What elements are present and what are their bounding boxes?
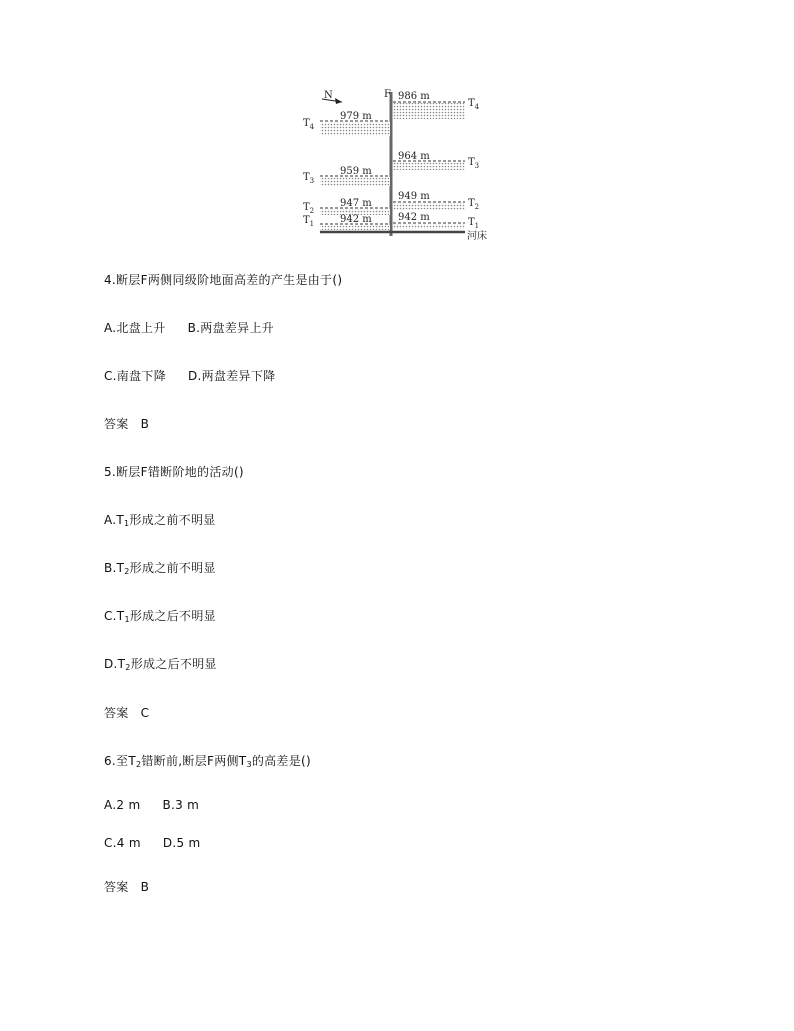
q5-stem: 5.断层F错断阶地的活动() [104, 465, 244, 479]
right-t4-elevation: 986 m [398, 91, 430, 102]
left-t4-label: $T_4$ [303, 118, 315, 131]
q4-option-b: B.两盘差异上升 [187, 321, 275, 335]
q5-option-c: $C.T_1$形成之后不明显 [104, 609, 216, 624]
left-terrace-t2 [303, 198, 390, 215]
q4-options-row1 [104, 320, 274, 336]
riverbed-label: 河床 [467, 231, 487, 242]
left-terrace-t4 [303, 111, 390, 136]
right-t3-label: $T_3$ [468, 157, 480, 170]
right-t2-elevation: 949 m [398, 191, 430, 202]
fault-label: F [384, 89, 391, 100]
q6-option-a: A.2 m [104, 798, 141, 812]
right-terrace-t4 [393, 91, 480, 119]
right-t2-label: $T_2$ [468, 198, 480, 211]
right-terrace-t2 [393, 191, 479, 211]
right-t1-label: $T_1$ [468, 217, 480, 230]
q4-stem: 4.断层F两侧同级阶地面高差的产生是由于() [104, 273, 343, 287]
q4-option-c: C.南盘下降 [104, 369, 166, 383]
right-terrace-t3 [393, 151, 479, 170]
q4-option-a: A.北盘上升 [104, 321, 166, 335]
q5-answer-label: 答案 [104, 706, 129, 720]
q4-option-d: D.两盘差异下降 [188, 369, 276, 383]
q6-options-row2 [104, 835, 201, 851]
q6-answer-label: 答案 [104, 880, 129, 894]
q4-answer [104, 416, 149, 432]
q4-options-row2 [104, 368, 275, 384]
q5-answer [104, 705, 149, 721]
left-t3-elevation: 959 m [340, 166, 372, 177]
left-terrace-t3 [303, 166, 390, 186]
q6-option-c: C.4 m [104, 836, 141, 850]
right-t4-label: $T_4$ [468, 98, 480, 111]
q4-answer-value: B [140, 417, 150, 431]
left-t1-label: $T_1$ [303, 215, 315, 228]
q6-stem: 6.至$T_2$错断前,断层F两侧$T_3$的高差是() [104, 754, 311, 769]
q6-option-b: B.3 m [162, 798, 200, 812]
left-t1-elevation: 942 m [340, 214, 372, 225]
q5-answer-value: C [140, 706, 150, 720]
left-terrace-t1 [303, 214, 390, 230]
q6-options-row1 [104, 797, 199, 813]
right-t3-elevation: 964 m [398, 151, 430, 162]
left-t4-elevation: 979 m [340, 111, 372, 122]
q6-option-d: D.5 m [162, 836, 201, 850]
q5-option-b: $B.T_2$形成之前不明显 [104, 561, 216, 576]
left-t2-label: $T_2$ [303, 202, 315, 215]
q5-option-a: $A.T_1$形成之前不明显 [104, 513, 216, 528]
left-t2-elevation: 947 m [340, 198, 372, 209]
north-label: N [324, 90, 333, 101]
left-t3-label: $T_3$ [303, 172, 315, 185]
right-t1-elevation: 942 m [398, 212, 430, 223]
q6-answer [104, 879, 149, 895]
q5-option-d: $D.T_2$形成之后不明显 [104, 657, 217, 672]
diagram-svg [300, 84, 500, 244]
q4-answer-label: 答案 [104, 417, 129, 431]
terrace-fault-diagram [300, 84, 500, 244]
q6-answer-value: B [140, 880, 150, 894]
right-terrace-t1 [393, 212, 479, 230]
